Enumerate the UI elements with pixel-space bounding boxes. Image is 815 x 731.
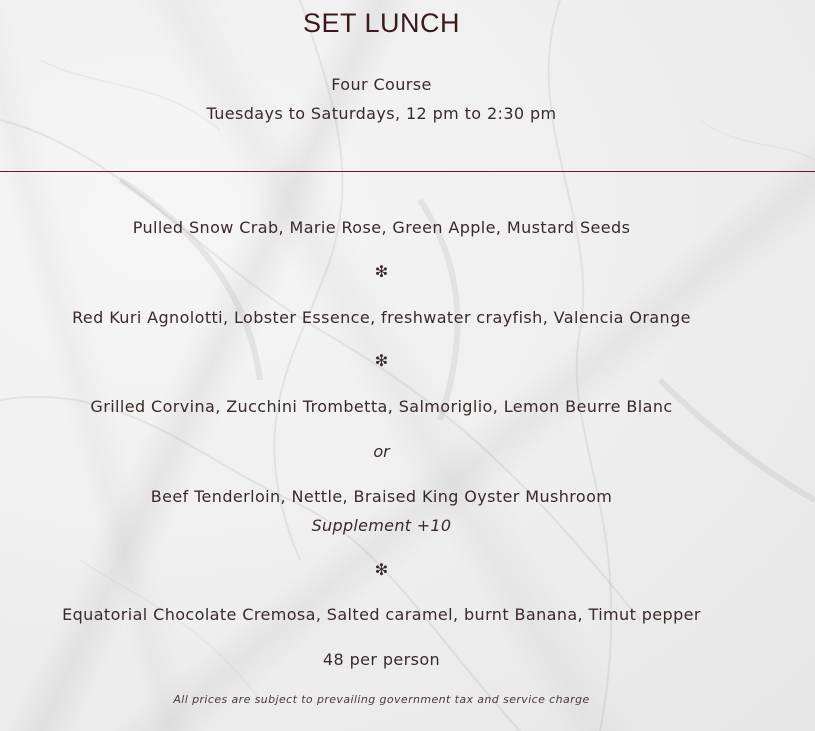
course-count: Four Course [331,75,432,94]
price-per-person: 48 per person [322,650,441,669]
page-title: SET LUNCH [302,8,461,38]
divider [0,171,815,172]
dish-course-1: Pulled Snow Crab, Marie Rose, Green Apple, Mustard Seeds [132,218,631,237]
separator-icon: ❇ [374,560,389,579]
separator-icon: ❇ [374,351,389,370]
separator-icon: ❇ [374,262,389,281]
or-label: or [373,442,390,461]
dish-course-2: Red Kuri Agnolotti, Lobster Essence, freshwater crayfish, Valencia Orange [72,308,691,327]
dish-course-4: Equatorial Chocolate Cremosa, Salted caramel, burnt Banana, Timut pepper [62,605,701,624]
dish-course-3-option-a: Grilled Corvina, Zucchini Trombetta, Salmoriglio, Lemon Beurre Blanc [90,397,673,416]
service-hours: Tuesdays to Saturdays, 12 pm to 2:30 pm [206,104,557,123]
dish-course-3-option-b: Beef Tenderloin, Nettle, Braised King Oyster Mushroom [150,487,613,506]
supplement-note: Supplement +10 [311,516,452,535]
tax-disclaimer: All prices are subject to prevailing government tax and service charge [173,693,590,706]
